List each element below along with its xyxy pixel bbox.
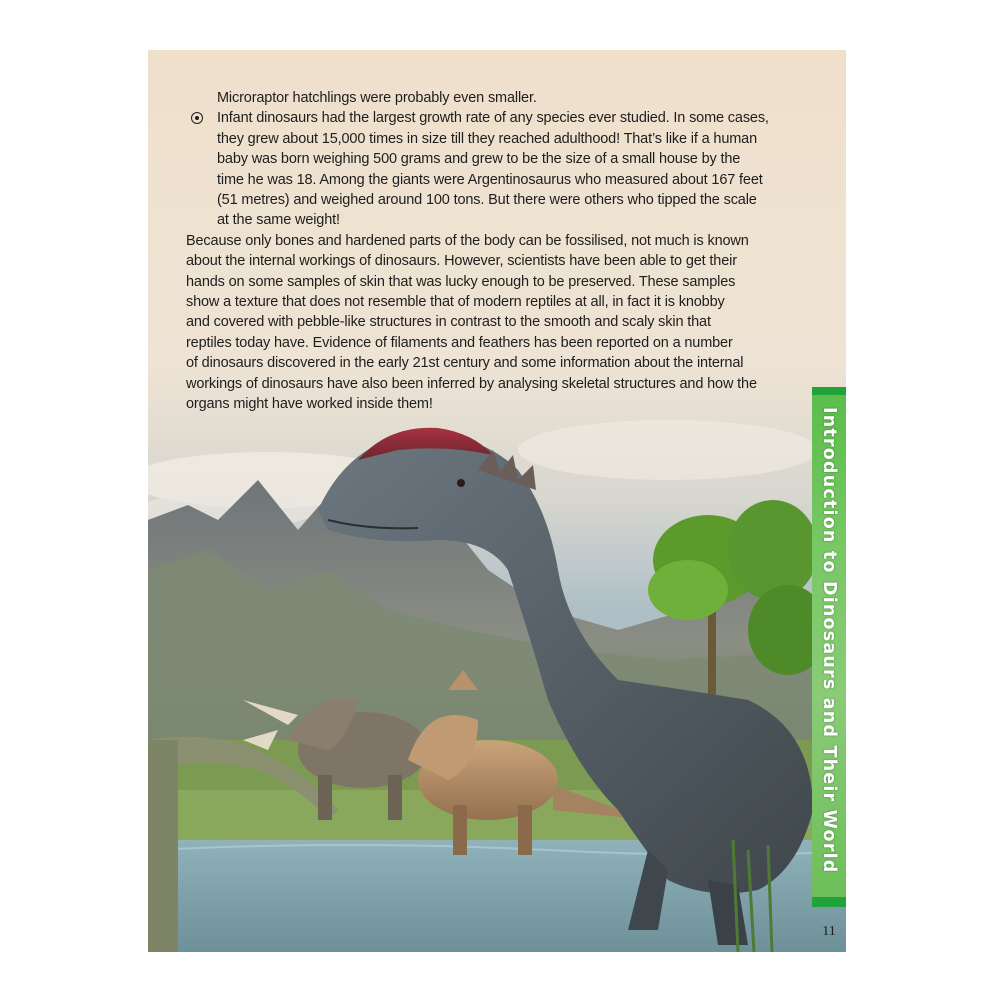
text-line: time he was 18. Among the giants were Argentinosaurus who measured about 167 feet	[217, 171, 763, 188]
text-line: Because only bones and hardened parts of the body can be fossilised, not much is known	[186, 232, 749, 249]
bullet-list-item	[186, 108, 798, 128]
text-line: show a texture that does not resemble that of modern reptiles at all, in fact it is knobby	[186, 294, 725, 311]
text-line: hands on some samples of skin that was lucky enough to be preserved. These samples	[186, 273, 736, 290]
chapter-title: Introduction to Dinosaurs and Their World	[819, 407, 839, 874]
text-line: Microraptor hatchlings were probably even smaller.	[217, 90, 537, 106]
text-line: (51 metres) and weighed around 100 tons. But there were others who tipped the scale	[217, 192, 757, 209]
book-page	[148, 50, 846, 952]
text-line: workings of dinosaurs have also been inferred by analysing skeletal structures and how the	[186, 375, 757, 392]
text-line: they grew about 15,000 times in size till they reached adulthood! That’s like if a human	[217, 130, 758, 147]
text-line: of dinosaurs discovered in the early 21st century and some information about the internal	[186, 355, 744, 372]
text-line: reptiles today have. Evidence of filaments and feathers has been reported on a number	[186, 334, 733, 351]
text-line: Infant dinosaurs had the largest growth rate of any species ever studied. In some cases,	[217, 110, 769, 127]
text-line: organs might have worked inside them!	[186, 396, 433, 413]
body-text	[186, 88, 798, 415]
chapter-side-tab	[812, 387, 846, 907]
page-number: 11	[822, 924, 836, 939]
text-line: and covered with pebble-like structures in contrast to the smooth and scaly skin that	[186, 314, 711, 331]
circle-dot-bullet-icon	[191, 112, 203, 124]
text-line: at the same weight!	[217, 212, 340, 229]
text-line: baby was born weighing 500 grams and grew to be the size of a small house by the	[217, 151, 741, 168]
text-line: about the internal workings of dinosaurs. However, scientists have been able to get their	[186, 253, 737, 270]
